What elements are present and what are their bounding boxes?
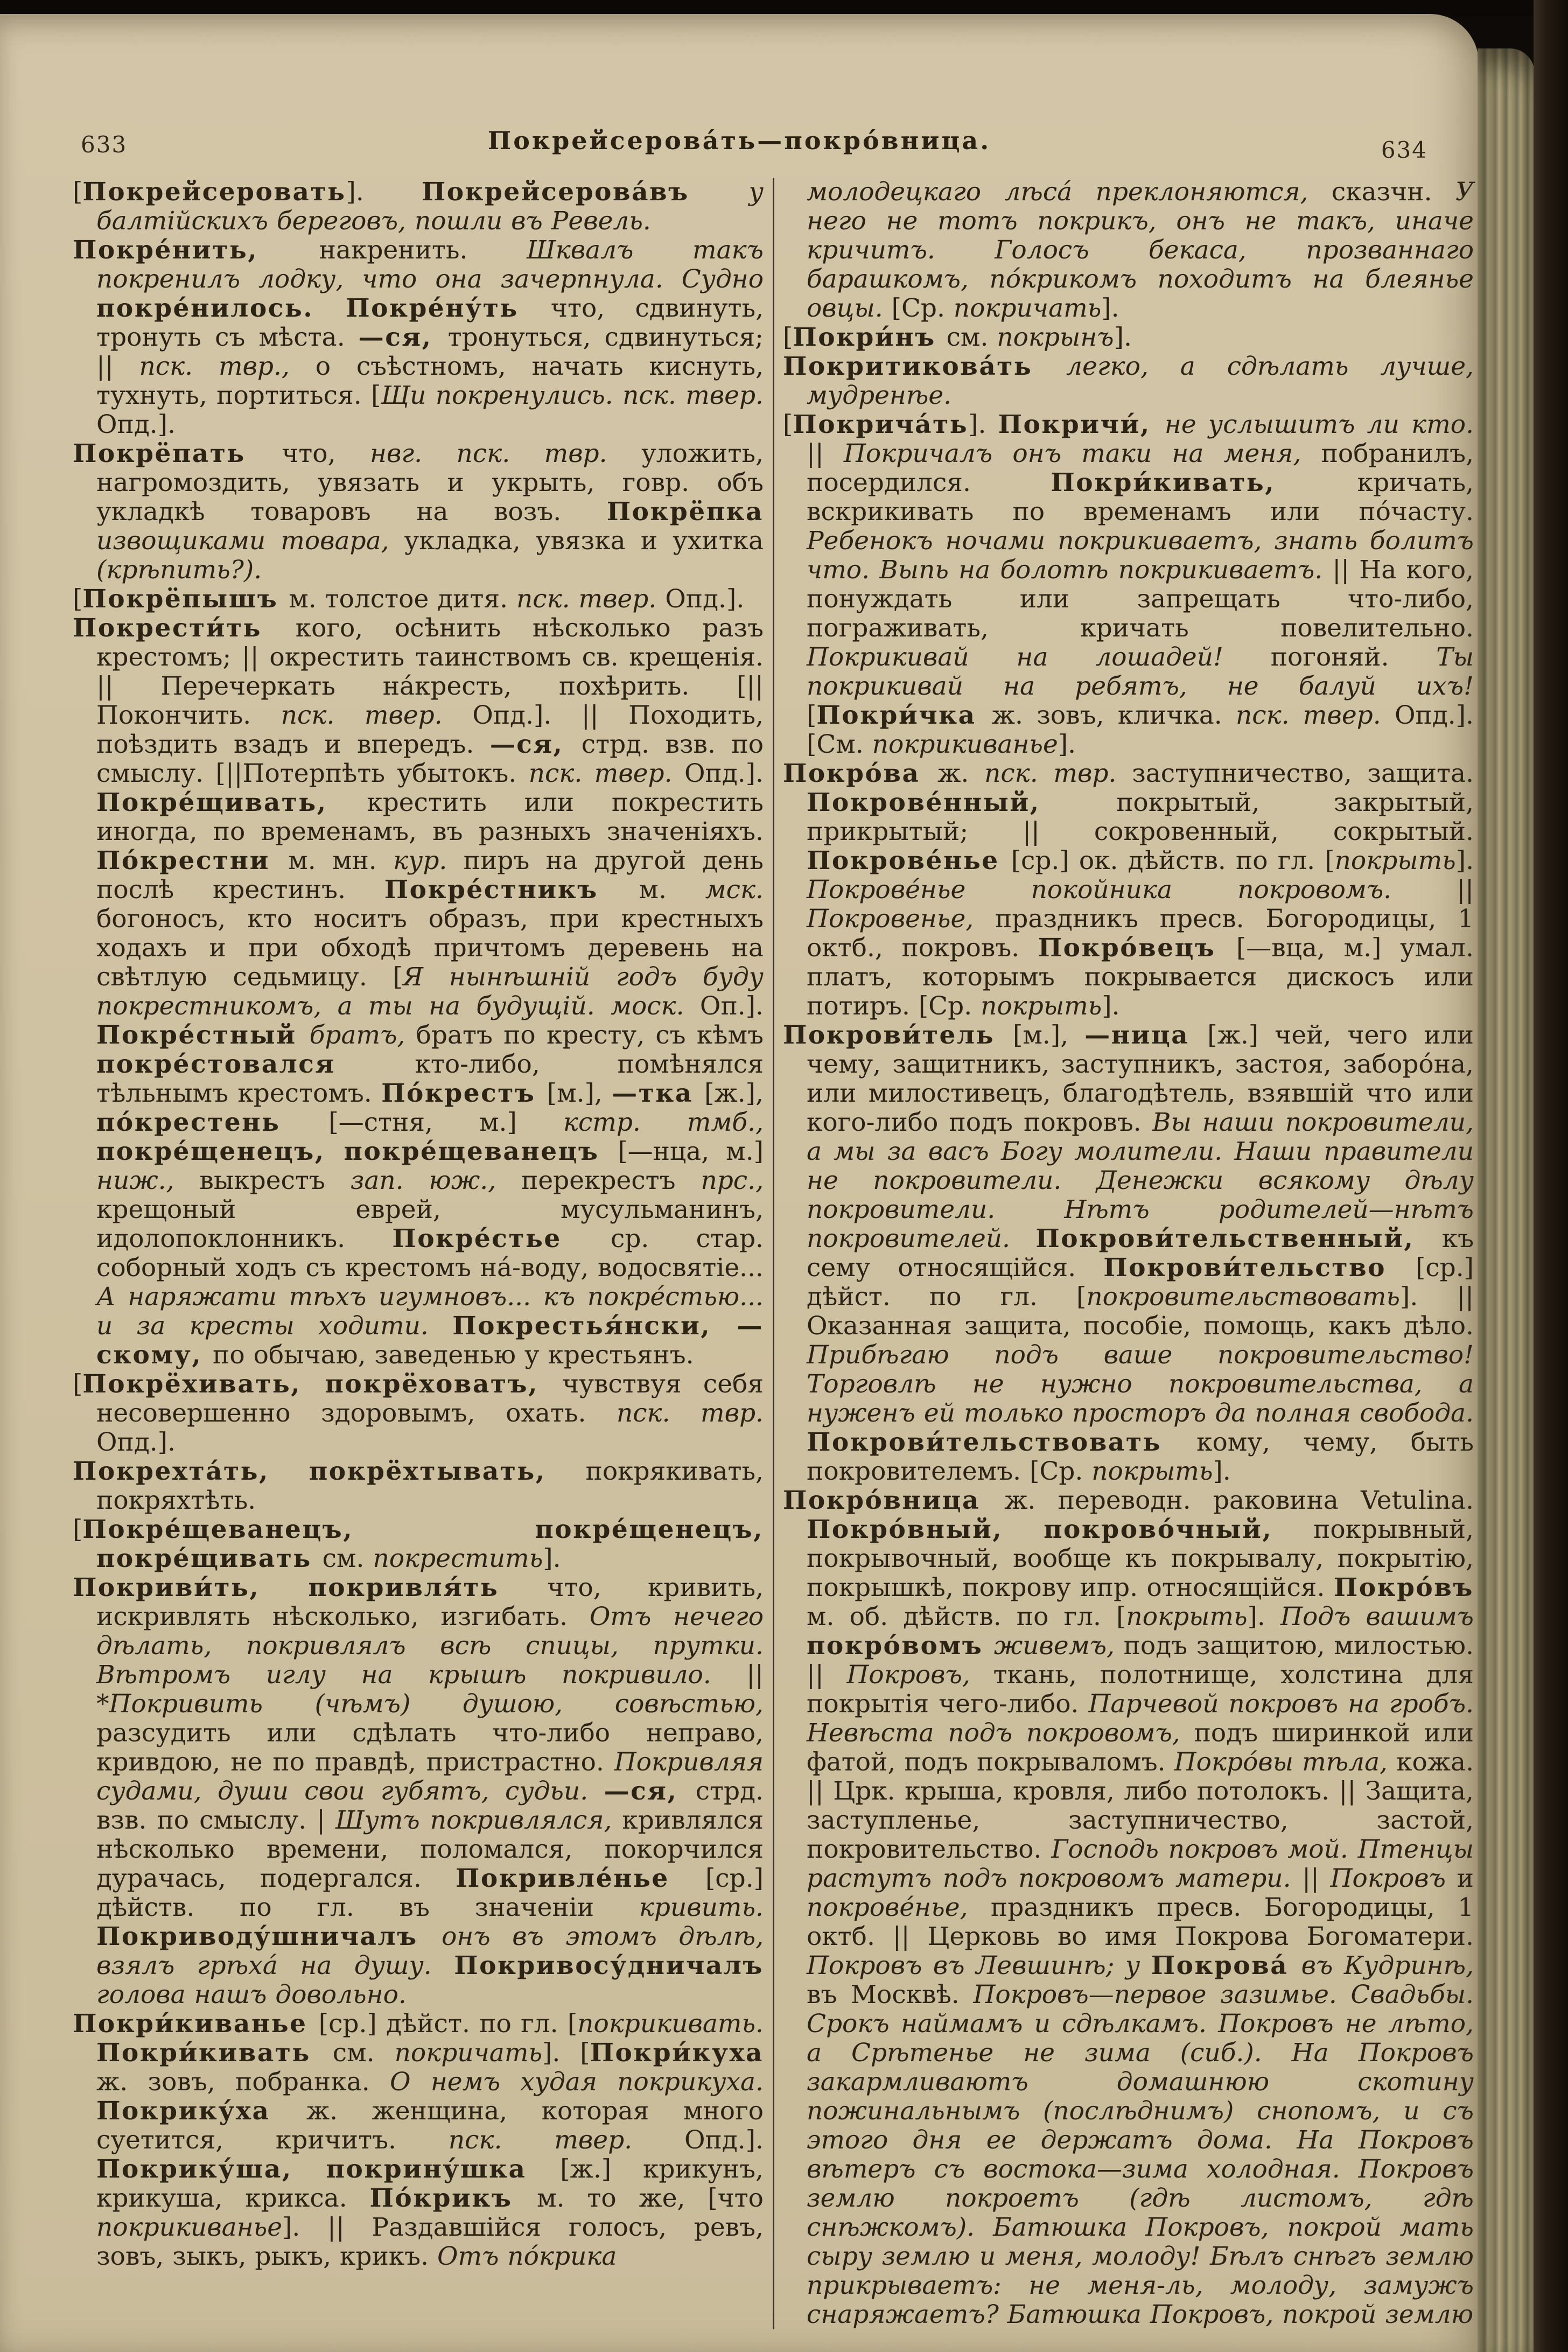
headword-text: Покривосу́дничалъ <box>454 1951 764 1980</box>
definition-text: [ <box>783 323 793 352</box>
example-text: покрикиванье <box>96 2213 283 2242</box>
definition-text: [ <box>73 1515 83 1544</box>
definition-text: къ сему относящійся. <box>807 1224 1474 1283</box>
definition-text: богоносъ, кто носитъ образъ, при крестныхъ ходахъ и при обходѣ причтомъ деревень на свѣтлую седьмицу. [ <box>96 904 764 992</box>
example-text: ниж., <box>96 1166 200 1195</box>
headword-text: Покрича́ть <box>793 410 969 439</box>
definition-text: ]. <box>1102 991 1120 1021</box>
definition-text: ж. <box>937 759 985 788</box>
example-text: извощиками товара, <box>96 526 404 556</box>
dictionary-entry <box>73 236 764 439</box>
dictionary-entry <box>73 585 764 614</box>
example-text: Ребенокъ ночами покрикиваетъ, знать болитъ что. Выпь на болотѣ покрикиваетъ. <box>807 526 1474 585</box>
definition-text: праздникъ пресв. Богородицы, 1 октб. || Церковь во имя Покрова Богоматери. <box>807 1893 1474 1951</box>
example-text: покровительствовать <box>1086 1282 1401 1312</box>
headword-text: покре́стовался <box>96 1049 415 1079</box>
definition-text: уложить, нагромоздить, увязать и укрыть, говр. объ укладкѣ товаровъ на возъ. <box>96 439 764 527</box>
headword-text: Покрови́тельственный, <box>1035 1224 1442 1254</box>
definition-text: пиръ на другой день послѣ крестинъ. <box>96 846 764 905</box>
definition-text: см. <box>322 1544 373 1573</box>
definition-text: || <box>1457 875 1474 905</box>
example-text: А наряжати тѣхъ игумновъ... къ покре́стью... и за кресты ходити. <box>96 1282 764 1341</box>
dictionary-entry <box>73 439 764 585</box>
example-text: Покричалъ онъ таки на меня, <box>843 439 1321 468</box>
dictionary-entry <box>73 1515 764 1573</box>
definition-text: кожа. || Црк. крыша, кровля, либо потолокъ. || Защита, заступленье, заступничество, застой, покровительство. <box>807 1747 1474 1864</box>
definition-text: Оп.]. <box>699 991 764 1021</box>
example-text: нвг. пск. твр. <box>370 439 642 468</box>
dictionary-entry <box>783 1021 1474 1486</box>
definition-text: [ж.] чей, чего или чему, защитникъ, заступникъ, застоя, заборо́на, или милостивецъ, благодѣтель, взявшій что или кого-либо подъ покровъ. <box>807 1020 1474 1137</box>
definition-text: ]. <box>1058 730 1076 759</box>
headword-text: Покрови́тельствовать <box>807 1427 1197 1457</box>
example-text: Покровъ <box>1330 1864 1457 1893</box>
definition-text: укладка, увязка и ухитка <box>404 526 764 556</box>
headword-text: —ница <box>1084 1020 1208 1050</box>
example-text: живемъ, <box>993 1631 1124 1661</box>
definition-text: Опд.]. <box>684 2125 764 2155</box>
definition-text: ]. [ <box>542 2038 590 2068</box>
definition-text: что, сдвинуть, тронуть съ мѣста. <box>96 293 764 352</box>
definition-text: ]. <box>1114 323 1132 352</box>
definition-text: и <box>1457 1864 1474 1893</box>
definition-text: въ Москвѣ. <box>807 1980 974 2010</box>
definition-text: см. <box>946 323 997 352</box>
definition-text: накренить. <box>319 235 527 265</box>
example-text: пск. твер. <box>528 759 684 788</box>
definition-text: м. мн. <box>288 846 393 876</box>
example-text: онъ въ этомъ дѣлѣ, взялъ грѣха́ на душу. <box>96 1922 764 1980</box>
example-text: молодецкаго лѣса́ преклоняются, <box>807 177 1332 207</box>
example-text: покричать <box>394 2038 542 2068</box>
headword-text: Покро́въ <box>1333 1573 1474 1602</box>
definition-text: ]. <box>1213 1457 1231 1486</box>
example-text: зап. юж., <box>350 1166 522 1195</box>
definition-text: Опд.]. [См. <box>807 701 1474 759</box>
example-text: пск. твер. <box>281 701 473 730</box>
definition-text: заступничество, защита. <box>1132 759 1474 788</box>
example-text: Покровъ, <box>846 1660 993 1690</box>
example-text: Отъ по́крика <box>437 2242 617 2271</box>
definition-text: что, кривить, искривлять нѣсколько, изгибать. <box>96 1573 764 1632</box>
definition-text: крещоный еврей, мусульманинъ, идолопоклонникъ. <box>96 1195 764 1254</box>
example-text: голова нашъ довольно. <box>96 1980 407 2010</box>
definition-text: || <box>1302 1864 1331 1893</box>
definition-text: выкрестъ <box>199 1166 351 1195</box>
definition-text: [ср.] дѣйст. по гл. [ <box>807 1253 1474 1312</box>
text-columns <box>73 178 1479 2329</box>
dictionary-entry <box>73 178 764 236</box>
definition-text: покрытый, закрытый, прикрытый; || сокровенный, сокрытый. <box>807 788 1474 846</box>
definition-text: ср. стар. соборный ходъ съ крестомъ на́-воду, водосвятіе... <box>96 1224 764 1283</box>
headword-text: Покри́куха <box>590 2038 764 2068</box>
headword-text: —тка <box>612 1079 705 1108</box>
definition-text: Опд.]. <box>96 410 176 439</box>
headword-text: —ся, <box>489 730 582 759</box>
definition-text: ]. <box>346 177 422 207</box>
headword-text: Покривле́нье <box>456 1864 705 1893</box>
definition-text: ж. переводн. раковина Vetulina. <box>1004 1486 1474 1515</box>
headword-text: Покрести́ть <box>73 613 296 643</box>
example-text: Я нынѣшній годъ буду покрестникомъ, а ты на будущій. моск. <box>96 962 764 1021</box>
definition-text: подъ защитою, милостью. || <box>807 1631 1474 1690</box>
headword-text: Покрехта́ть, покрёхтывать, <box>73 1457 586 1486</box>
page-number-right: 634 <box>1381 137 1427 163</box>
column-left <box>73 178 774 2329</box>
example-text: Покривить (чѣмъ) душою, совѣстью, <box>109 1689 764 1719</box>
headword-text: Покрёпка <box>606 497 764 527</box>
definition-text: о съѣстномъ, начать киснуть, тухнуть, портиться. [ <box>96 352 764 410</box>
headword-text: Покре́нить, <box>73 235 319 265</box>
example-text: Покро́вы тѣла, <box>1174 1747 1397 1777</box>
example-text: прс., <box>701 1166 764 1195</box>
headword-text: По́крестни <box>96 846 289 876</box>
definition-text: [ж.], <box>704 1079 764 1108</box>
example-text: братъ, <box>309 1020 416 1050</box>
headword-text: Покре́стный <box>96 1020 310 1050</box>
headword-text: Покро́вецъ <box>1038 933 1236 963</box>
dictionary-entry <box>73 1573 764 2010</box>
example-text: покрикиванье <box>872 730 1058 759</box>
headword-text: Покри́киванье <box>73 2009 319 2039</box>
example-text: покрикивать. <box>577 2009 764 2039</box>
definition-text: м. толстое дитя. <box>289 584 516 614</box>
headword-text: Покрове́нный, <box>807 788 1117 817</box>
definition-text: Опд.]. || Походить, поѣздить взадъ и впередъ. <box>96 701 764 759</box>
definition-text: покрякивать, покряхтѣть. <box>96 1457 764 1515</box>
example-text: покрыть <box>1126 1602 1248 1632</box>
example-text: покрыть <box>981 991 1102 1021</box>
headword-text: Покре́щеванецъ, покре́щенецъ, покре́щивать <box>82 1515 764 1573</box>
definition-text: ]. <box>968 410 998 439</box>
definition-text: [ж.] крикунъ, крикуша, крикса. <box>96 2154 764 2213</box>
headword-text: Покре́стникъ <box>384 875 639 905</box>
headword-text: Покро́вный, покрово́чный, <box>807 1515 1314 1544</box>
definition-text: кривлялся нѣсколько времени, поломался, покорчился дурачась, подергался. <box>96 1805 764 1893</box>
headword-text: —ся, <box>358 323 448 352</box>
headword-text: Покрёпать <box>73 439 282 468</box>
dictionary-entry <box>783 352 1474 410</box>
example-text: пск. твер. <box>448 2125 684 2155</box>
definition-text: || На кого, понуждать или запрещать что-либо, пограживать, кричать повелительно. <box>807 555 1474 643</box>
definition-text: [ <box>807 701 817 730</box>
dictionary-entry <box>783 759 1474 1021</box>
example-text: покрове́нье, <box>807 1893 991 1922</box>
scan-background <box>1534 0 1568 2352</box>
dictionary-entry <box>73 614 764 1370</box>
definition-text: кто-либо, помѣнялся тѣльнымъ крестомъ. <box>96 1049 764 1108</box>
example-text: кур. <box>393 846 464 876</box>
example-text: пск. твр. <box>616 1398 764 1428</box>
headword-text: Покро́ва <box>783 759 938 788</box>
definition-text: тронуться, сдвинуться; || <box>96 323 764 381</box>
definition-text: побранилъ, посердился. <box>807 439 1474 498</box>
example-text: пск. твер. <box>516 584 666 614</box>
example-text: Шутъ покривлялся, <box>335 1805 622 1835</box>
headword-text: Покрове́нье <box>807 846 1011 876</box>
dictionary-entry <box>73 2010 764 2271</box>
headword-text: Покриви́ть, покривля́ть <box>73 1573 548 1602</box>
example-text: покричать <box>953 293 1102 323</box>
definition-text: ]. <box>543 1544 561 1573</box>
headword-text: Покре́щивать, <box>96 788 367 817</box>
definition-text: сказчн. <box>1331 177 1456 207</box>
headword-text: Покри́чка <box>816 701 992 730</box>
definition-text: праздникъ пресв. Богородицы, 1 октб., покровъ. <box>807 904 1474 963</box>
definition-text: ]. <box>1101 293 1119 323</box>
headword-text: По́крикъ <box>369 2183 537 2213</box>
definition-text: ткань, полотнище, холстина для покрытія чего-либо. <box>807 1660 1474 1719</box>
example-text: Вы наши покровители, а мы за васъ Богу молители. Наши правители не покровители. Денежки всякому дѣлу покровители. Нѣтъ родителей—нѣтъ покровителей. <box>807 1108 1474 1254</box>
example-text: мск. <box>705 875 764 905</box>
headword-text: Покрёпышъ <box>82 584 289 614</box>
example-text: покрыть <box>1091 1457 1213 1486</box>
example-text: пск. твр., <box>139 352 316 381</box>
headword-text: по́крестень <box>96 1108 329 1137</box>
definition-text: перекрестъ <box>521 1166 701 1195</box>
headword-text: Покрова́ <box>1151 1951 1301 1980</box>
definition-text: м. то же, [что <box>537 2183 764 2213</box>
definition-text: [м.], <box>1013 1020 1085 1050</box>
definition-text: [—стня, м.] <box>328 1108 563 1137</box>
book-fore-edge <box>1478 48 1535 2352</box>
definition-text: || * <box>96 1660 764 1719</box>
dictionary-entry <box>73 1457 764 1515</box>
definition-text: [ср.] дѣйств. по гл. въ значеніи <box>96 1864 764 1922</box>
book-page <box>0 14 1479 2352</box>
example-text: Ты покрикивай на ребятъ, не балуй ихъ! <box>807 642 1474 701</box>
example-text: Шквалъ такъ покренилъ лодку, что она зачерпнула. Судно <box>96 235 764 294</box>
example-text: у балтійскихъ береговъ, пошли въ Ревель. <box>96 177 764 236</box>
example-text: пск. твер. <box>1236 701 1395 730</box>
definition-text: [Ср. <box>891 293 954 323</box>
example-text: въ Кудринѣ, <box>1301 1951 1474 1980</box>
definition-text: [ <box>73 584 83 614</box>
dictionary-entry <box>783 410 1474 759</box>
definition-text: м. об. дѣйств. по гл. [ <box>807 1602 1126 1632</box>
definition-text: братъ по кресту, съ кѣмъ <box>416 1020 764 1050</box>
example-text: У него не тотъ покрикъ, онъ не такъ, иначе кричитъ. Голосъ бекаса, прозваннаго барашкомъ, по́крикомъ походитъ на блеянье овцы. <box>807 177 1474 323</box>
headword-text: Покрейсерова́въ <box>421 177 749 207</box>
example-text: Покровенье, <box>807 904 995 934</box>
definition-text: чувствуя себя несовершенно здоровымъ, охать. <box>96 1369 764 1428</box>
headword-text: Покре́стье <box>392 1224 611 1254</box>
example-text: покрыть <box>1334 846 1456 876</box>
definition-text: покрывный, покрывочный, вообще къ покрывалу, покрытію, покрышкѣ, покрову ипр. относящійся. <box>807 1515 1474 1602</box>
definition-text: что, <box>282 439 370 468</box>
definition-text: ]. || Оказанная защита, пособіе, помощь, какъ дѣло. <box>807 1282 1474 1341</box>
definition-text: || <box>807 439 844 468</box>
headword-text: Покрестья́нски, —скому, <box>96 1311 764 1370</box>
definition-text: ]. || Раздавшійся голосъ, ревъ, зовъ, зыкъ, рыкъ, крикъ. <box>96 2213 764 2271</box>
definition-text: Опд.]. <box>665 584 745 614</box>
dictionary-entry <box>783 323 1474 352</box>
definition-text: [—вца, м.] умал. платъ, которымъ покрывается дискосъ или потиръ. [Ср. <box>807 933 1474 1021</box>
example-text: Покровъ въ Левшинѣ; у <box>807 1951 1151 1980</box>
definition-text: [ <box>73 177 83 207</box>
example-text: покрынъ <box>997 323 1114 352</box>
definition-text: кому, чему, быть покровителемъ. [Ср. <box>807 1427 1474 1486</box>
example-text: покрестить <box>373 1544 543 1573</box>
example-text: Покровъ—первое зазимье. Свадьбы. Срокъ наймамъ и сдѣлкамъ. Покровъ не лѣто, а Срѣтенье не зима (сиб.). На Покровъ закармливаютъ домашнюю скотину пожинальнымъ (послѣднимъ) снопомъ, и съ этого дня ее держатъ дома. На Покровъ вѣтеръ съ востока—зима холодная. Покровъ землю покроетъ (гдѣ листомъ, гдѣ снѣжкомъ). Батюшка Покровъ, покрой мать сыру землю и меня, молоду! Бѣлъ снѣгъ землю прикрываетъ: не меня-ль, молоду, замужъ снаряжаетъ? Батюшка Покровъ, покрой землю <box>807 1980 1474 2329</box>
definition-text: ж. зовъ, побранка. <box>96 2067 390 2097</box>
definition-text: [—нца, м.] <box>618 1137 764 1166</box>
example-text: Щи покренулись. пск. твер. <box>381 381 764 410</box>
definition-text: ]. <box>1455 846 1474 876</box>
page-number-left: 633 <box>81 131 128 158</box>
definition-text: Опд.]. <box>96 1427 176 1457</box>
headword-text: Покрови́тельство <box>1103 1253 1416 1283</box>
headword-text: —ся, <box>604 1776 696 1806</box>
example-text: Отъ нечего дѣлать, покривлялъ всѣ спицы, прутки. Вѣтромъ иглу на крышѣ покривило. <box>96 1602 764 1690</box>
definition-text: см. <box>332 2038 395 2068</box>
dictionary-entry <box>73 1370 764 1457</box>
headword-text: Покро́вница <box>783 1486 1005 1515</box>
headword-text: покре́щенецъ, покре́щеванецъ <box>96 1137 618 1166</box>
definition-text: м. <box>639 875 705 905</box>
example-text: Покрикивай на лошадей! <box>807 642 1271 672</box>
example-text: легко, а сдѣлать лучше, мудренѣе. <box>807 352 1474 410</box>
page-header <box>0 122 1479 165</box>
headword-text: Покрику́ша, покрину́шка <box>96 2154 561 2184</box>
headword-text: Покриводу́шничалъ <box>96 1922 442 1951</box>
definition-text: подъ ширинкой или фатой, подъ покрываломъ. <box>807 1718 1474 1777</box>
definition-text: ]. <box>1247 1602 1280 1632</box>
headword-text: покро́вомъ <box>807 1631 994 1661</box>
example-text: пск. твр. <box>984 759 1132 788</box>
definition-text: [м.], <box>547 1079 612 1108</box>
example-text: О немъ худая покрикуха. <box>390 2067 764 2097</box>
definition-text: крестить или покрестить иногда, по временамъ, въ разныхъ значеніяхъ. <box>96 788 764 846</box>
headword-text: Покритикова́ть <box>783 352 1067 381</box>
definition-text: разсудить или сдѣлать что-либо неправо, кривдою, не по правдѣ, пристрастно. <box>96 1718 764 1777</box>
definition-text: [ <box>73 1369 83 1399</box>
example-text: Парчевой покровъ на гробъ. Невѣста подъ покровомъ, <box>807 1689 1474 1748</box>
definition-text: кричать, вскрикивать по временамъ или по́часту. <box>807 468 1474 527</box>
headword-text: Покрёхивать, покрёховатъ, <box>82 1369 563 1399</box>
headword-text: Покри́кивать, <box>1051 468 1357 498</box>
definition-text: кого, осѣнить нѣсколько разъ крестомъ; || окрестить таинствомъ св. крещенія. || Перечеркать на́кресть, похѣрить. [||Покончить. <box>96 613 764 730</box>
definition-text: [ср.] дѣйст. по гл. [ <box>318 2009 578 2039</box>
headword-text: Покри́кивать <box>96 2038 333 2068</box>
definition-text: ж. женщина, которая много суетится, кричитъ. <box>96 2096 764 2155</box>
headword-text: Покрику́ха <box>96 2096 306 2126</box>
headword-text: Покричи́, <box>998 410 1165 439</box>
dictionary-entry <box>783 178 1474 323</box>
example-text: не услышитъ ли кто. <box>1164 410 1474 439</box>
headword-text: Покре́ну́ть <box>346 293 551 323</box>
definition-text: погоняй. <box>1270 642 1437 672</box>
example-text: Прибѣгаю подъ ваше покровительство! Торговлѣ не нужно покровительства, а нуженъ ей только просторъ да полная свобода. <box>807 1340 1474 1428</box>
headword-text: Покри́нъ <box>793 323 947 352</box>
example-text: (крѣпить?). <box>96 555 262 585</box>
example-text: Подъ вашимъ <box>1280 1602 1474 1632</box>
column-right <box>774 178 1474 2329</box>
example-text: Покрове́нье покойника покровомъ. <box>807 875 1457 905</box>
example-text: Господь покровъ мой. Птенцы растутъ подъ покровомъ матери. <box>807 1835 1474 1893</box>
definition-text: [ср.] ок. дѣйств. по гл. [ <box>1011 846 1335 876</box>
definition-text: стрд. взв. по смыслу. [||Потерпѣть убытокъ. <box>96 730 764 788</box>
definition-text: [ <box>783 410 793 439</box>
definition-text: ж. зовъ, кличка. <box>991 701 1236 730</box>
example-text: кривить. <box>639 1893 764 1922</box>
definition-text: Опд.]. <box>684 759 764 788</box>
dictionary-entry <box>783 1486 1474 2329</box>
definition-text: по обычаю, заведенью у крестьянъ. <box>213 1340 694 1370</box>
running-title: Покрейсерова́ть—покро́вница. <box>487 126 991 155</box>
headword-text: Покрови́тель <box>783 1020 1013 1050</box>
example-text: Покривляя судами, души свои губятъ, судьи. <box>96 1747 764 1806</box>
definition-text: стрд. взв. по смыслу. | <box>96 1776 764 1835</box>
headword-text: покре́нилось. <box>96 293 346 323</box>
headword-text: По́крестъ <box>381 1079 547 1108</box>
headword-text: Покрейсеровать <box>82 177 346 207</box>
example-text: кстр. тмб., <box>563 1108 764 1137</box>
